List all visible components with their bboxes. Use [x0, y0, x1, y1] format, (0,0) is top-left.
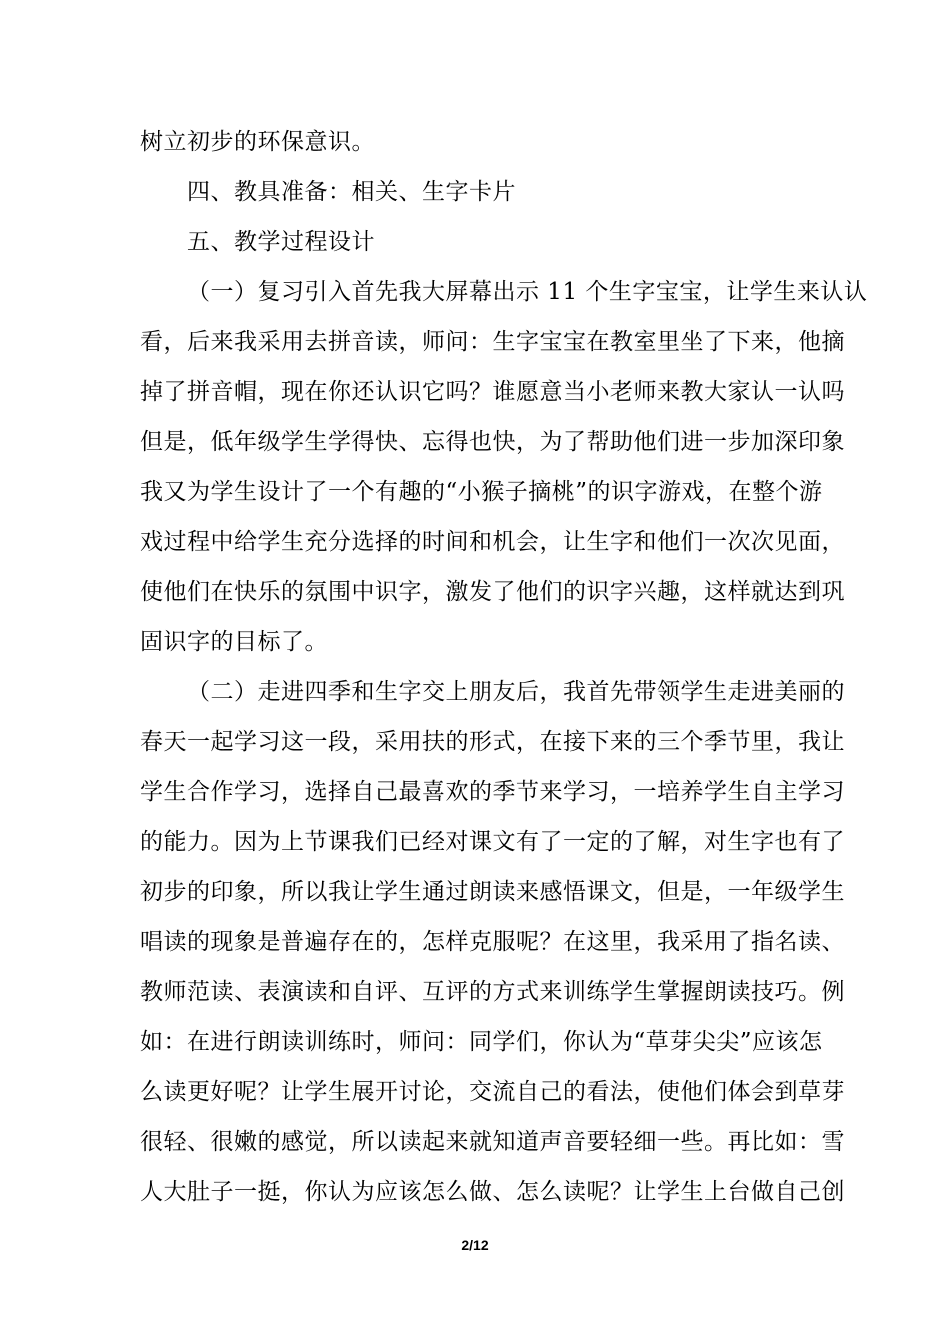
text-line: 的能力。因为上节课我们已经对课文有了一定的了解，对生字也有了: [140, 829, 845, 855]
text-line: 如：在进行朗读训练时，师问：同学们，你认为“草芽尖尖”应该怎: [140, 1029, 823, 1055]
text-line: 看，后来我采用去拼音读，师问：生字宝宝在教室里坐了下来，他摘: [140, 329, 845, 355]
text-line: 戏过程中给学生充分选择的时间和机会，让生字和他们一次次见面，: [140, 529, 845, 555]
text-line: （一）复习引入首先我大屏幕出示 11 个生字宝宝，让学生来认认: [187, 279, 868, 305]
text-line: 教师范读、表演读和自评、互评的方式来训练学生掌握朗读技巧。例: [140, 979, 845, 1005]
text-line: 使他们在快乐的氛围中识字，激发了他们的识字兴趣，这样就达到巩: [140, 579, 845, 605]
text-line: （二）走进四季和生字交上朋友后，我首先带领学生走进美丽的: [187, 679, 845, 705]
section-heading: 五、教学过程设计: [187, 229, 375, 255]
text-line: 我又为学生设计了一个有趣的“小猴子摘桃”的识字游戏，在整个游: [140, 479, 823, 505]
text-line: 人大肚子一挺，你认为应该怎么做、怎么读呢？让学生上台做自己创: [140, 1179, 845, 1205]
text-line: 初步的印象，所以我让学生通过朗读来感悟课文，但是，一年级学生: [140, 879, 845, 905]
text-line: 但是，低年级学生学得快、忘得也快，为了帮助他们进一步加深印象: [140, 429, 845, 455]
text-line: 唱读的现象是普遍存在的，怎样克服呢？在这里，我采用了指名读、: [140, 929, 845, 955]
section-heading: 四、教具准备：相关、生字卡片: [187, 179, 516, 205]
text-line: 学生合作学习，选择自己最喜欢的季节来学习，一培养学生自主学习: [140, 779, 845, 805]
text-line: 固识字的目标了。: [140, 629, 328, 655]
page-number: 2/12: [461, 1237, 489, 1253]
text-line: 很轻、很嫩的感觉，所以读起来就知道声音要轻细一些。再比如：雪: [140, 1129, 845, 1155]
text-line: 树立初步的环保意识。: [140, 129, 375, 155]
text-line: 掉了拼音帽，现在你还认识它吗？谁愿意当小老师来教大家认一认吗: [140, 379, 845, 405]
text-line: 春天一起学习这一段，采用扶的形式，在接下来的三个季节里，我让: [140, 729, 845, 755]
text-line: 么读更好呢？让学生展开讨论，交流自己的看法，使他们体会到草芽: [140, 1079, 845, 1105]
